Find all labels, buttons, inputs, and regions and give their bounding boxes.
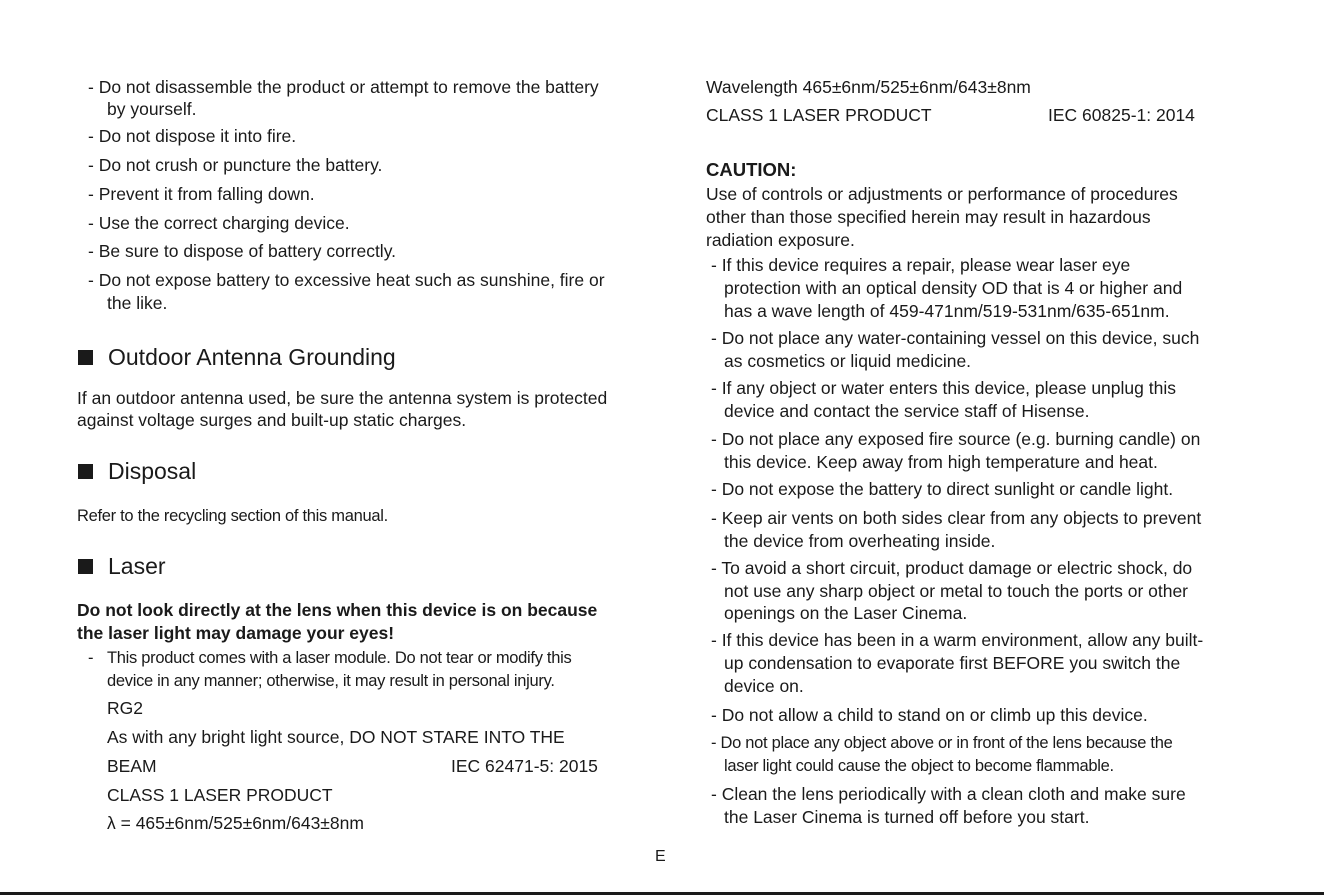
laser-warning: the laser light may damage your eyes!: [77, 623, 395, 643]
list-item: - Do not place any exposed fire source (e.g. burning candle) on: [711, 429, 1201, 449]
list-item-cont: up condensation to evaporate first BEFORE you switch the: [724, 653, 1181, 673]
list-item-cont: has a wave length of 459-471nm/519-531nm/635-651nm.: [724, 301, 1170, 321]
paragraph-line: Refer to the recycling section of this manual.: [77, 507, 388, 525]
page-label: E: [655, 848, 666, 865]
dash-marker: -: [88, 649, 94, 667]
list-item-cont: the like.: [107, 293, 168, 313]
caution-heading: CAUTION:: [706, 159, 797, 180]
section-bullet-icon: [78, 559, 93, 574]
list-item: - If this device has been in a warm environment, allow any built-: [711, 630, 1204, 650]
section-bullet-icon: [78, 350, 93, 365]
list-item: - Do not expose the battery to direct sunlight or candle light.: [711, 479, 1174, 499]
wavelength-line: Wavelength 465±6nm/525±6nm/643±8nm: [706, 77, 1031, 97]
list-item: This product comes with a laser module. Do not tear or modify this: [107, 649, 572, 667]
list-item: - Do not expose battery to excessive heat such as sunshine, fire or: [88, 270, 605, 290]
caution-paragraph: other than those specified herein may result in hazardous: [706, 207, 1151, 227]
list-item: - Do not dispose it into fire.: [88, 126, 297, 146]
section-bullet-icon: [78, 464, 93, 479]
laser-class: CLASS 1 LASER PRODUCT: [706, 105, 932, 125]
list-item: - If this device requires a repair, please wear laser eye: [711, 255, 1131, 275]
list-item: - Do not crush or puncture the battery.: [88, 155, 383, 175]
rg2-label: RG2: [107, 698, 143, 718]
paragraph-line: against voltage surges and built-up static charges.: [77, 410, 467, 430]
caution-paragraph: Use of controls or adjustments or performance of procedures: [706, 184, 1178, 204]
laser-warning: Do not look directly at the lens when this device is on because: [77, 600, 598, 620]
section-heading-antenna: Outdoor Antenna Grounding: [108, 344, 396, 370]
list-item: - Clean the lens periodically with a clean cloth and make sure: [711, 784, 1186, 804]
list-item: - Be sure to dispose of battery correctly.: [88, 241, 397, 261]
list-item-cont: by yourself.: [107, 99, 197, 119]
list-item: - Do not place any object above or in front of the lens because the: [711, 734, 1173, 752]
list-item: - Use the correct charging device.: [88, 213, 350, 233]
list-item: - To avoid a short circuit, product damage or electric shock, do: [711, 558, 1193, 578]
list-item-cont: laser light could cause the object to become flammable.: [724, 757, 1114, 775]
list-item-cont: device in any manner; otherwise, it may result in personal injury.: [107, 672, 555, 690]
beam-label: BEAM: [107, 756, 157, 776]
list-item-cont: this device. Keep away from high temperature and heat.: [724, 452, 1158, 472]
list-item-cont: the device from overheating inside.: [724, 531, 996, 551]
list-item-cont: device on.: [724, 676, 804, 696]
list-item: - Do not disassemble the product or attempt to remove the battery: [88, 77, 599, 97]
wavelength-lambda: λ = 465±6nm/525±6nm/643±8nm: [107, 813, 364, 833]
caution-paragraph: radiation exposure.: [706, 230, 855, 250]
list-item: - Do not allow a child to stand on or climb up this device.: [711, 705, 1148, 725]
list-item: - Prevent it from falling down.: [88, 184, 315, 204]
list-item-cont: not use any sharp object or metal to touch the ports or other: [724, 581, 1189, 601]
laser-class: CLASS 1 LASER PRODUCT: [107, 785, 333, 805]
list-item: - If any object or water enters this device, please unplug this: [711, 378, 1176, 398]
stare-warning: As with any bright light source, DO NOT STARE INTO THE: [107, 727, 565, 747]
list-item-cont: protection with an optical density OD that is 4 or higher and: [724, 278, 1183, 298]
list-item-cont: as cosmetics or liquid medicine.: [724, 351, 972, 371]
section-heading-disposal: Disposal: [108, 458, 197, 484]
paragraph-line: If an outdoor antenna used, be sure the antenna system is protected: [77, 388, 608, 408]
list-item-cont: openings on the Laser Cinema.: [724, 603, 968, 623]
list-item: - Do not place any water-containing vessel on this device, such: [711, 328, 1200, 348]
section-heading-laser: Laser: [108, 553, 166, 579]
iec-standard: IEC 60825-1: 2014: [1048, 105, 1195, 125]
list-item-cont: device and contact the service staff of Hisense.: [724, 401, 1090, 421]
list-item-cont: the Laser Cinema is turned off before you start.: [724, 807, 1090, 827]
iec-standard: IEC 62471-5: 2015: [451, 756, 598, 776]
list-item: - Keep air vents on both sides clear from any objects to prevent: [711, 508, 1202, 528]
